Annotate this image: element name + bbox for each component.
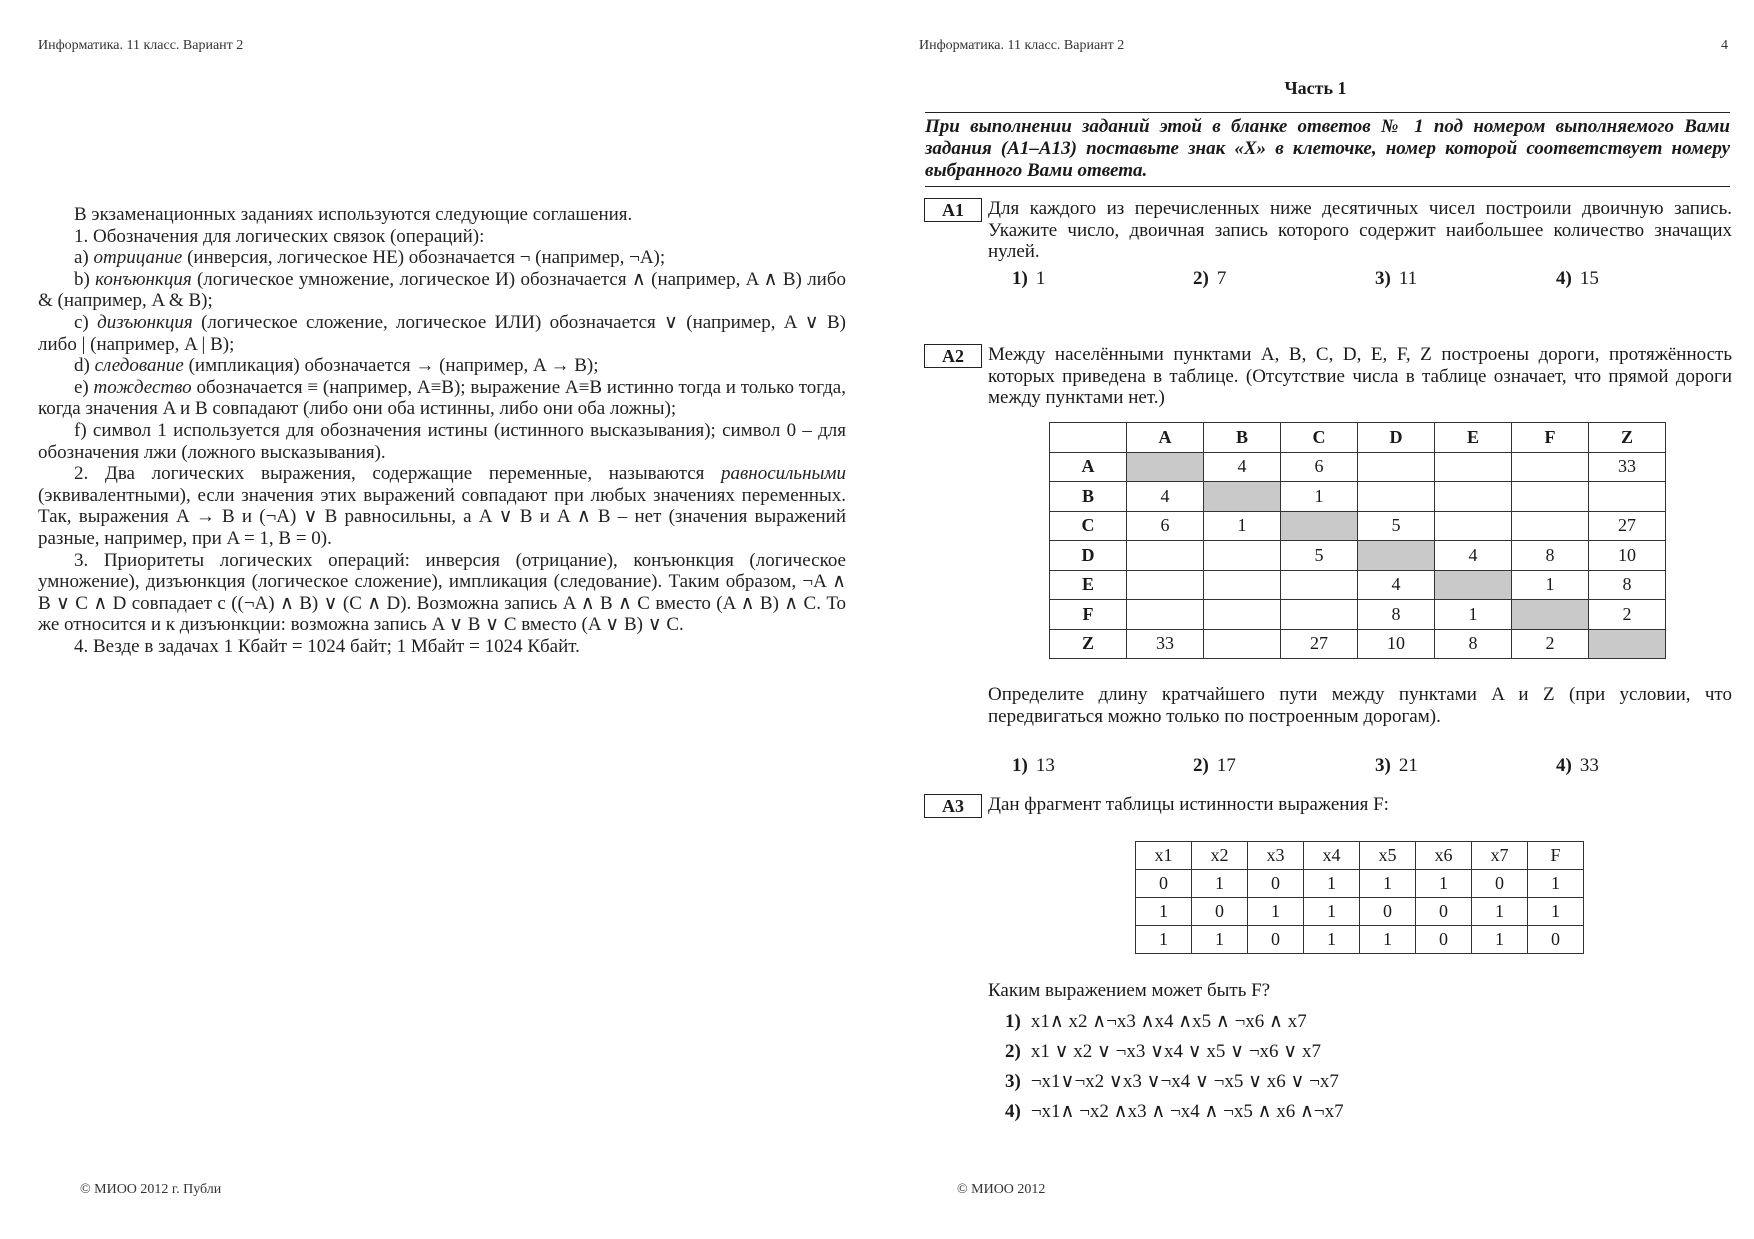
roads-row-header: A [1050,452,1127,482]
roads-cell: 4 [1358,570,1435,600]
roads-cell: 1 [1435,600,1512,630]
truth-cell: 1 [1304,870,1360,898]
roads-cell: 4 [1435,541,1512,571]
roads-row-header: F [1050,600,1127,630]
roads-col-header: C [1281,423,1358,453]
table-row [1050,482,1666,512]
roads-cell [1204,629,1281,659]
truth-col-header: x7 [1472,842,1528,870]
table-row [1050,541,1666,571]
truth-cell: 0 [1528,926,1584,954]
truth-col-header: x4 [1304,842,1360,870]
truth-cell: 0 [1136,870,1192,898]
roads-cell: 10 [1589,541,1666,571]
a2-option-2[interactable]: 2) 17 [1193,755,1236,776]
conventions-item-e: e) тождество обозначается ≡ (например, A≡B); выражение A≡B истинно тогда и только тогда, когда значения A и B совпадают (либо они оба истинны, либо они оба ложны); [38,376,846,420]
a1-option-2[interactable]: 2) 7 [1193,268,1227,289]
roads-cell: 2 [1512,629,1589,659]
roads-cell-diagonal [1512,600,1589,630]
roads-cell: 4 [1204,452,1281,482]
roads-cell: 6 [1281,452,1358,482]
a3-options [1005,1007,1344,1127]
truth-cell: 0 [1416,898,1472,926]
roads-cell [1512,482,1589,512]
roads-cell: 5 [1281,541,1358,571]
roads-cell [1512,511,1589,541]
truth-col-header: x5 [1360,842,1416,870]
left-page-header: Информатика. 11 класс. Вариант 2 [38,38,244,53]
roads-cell [1435,452,1512,482]
truth-col-header: x6 [1416,842,1472,870]
roads-cell [1435,482,1512,512]
question-text-a1: Для каждого из перечисленных ниже десятичных чисел построили двоичную запись. Укажите число, двоичная запись которого содержит наибольшее количество значащих нулей. [988,198,1732,263]
roads-cell [1204,541,1281,571]
roads-cell: 33 [1589,452,1666,482]
roads-cell: 2 [1589,600,1666,630]
truth-cell: 1 [1136,898,1192,926]
conventions-item-4: 4. Везде в задачах 1 Кбайт = 1024 байт; 1 Мбайт = 1024 Кбайт. [74,635,580,657]
conventions-block [38,204,846,657]
truth-cell: 1 [1360,926,1416,954]
conventions-item-c: c) дизъюнкция (логическое сложение, логическое ИЛИ) обозначается ∨ (например, A ∨ B) либо | (например, A | B); [38,311,847,355]
a1-option-1[interactable]: 1) 1 [1012,268,1046,289]
roads-cell: 1 [1281,482,1358,512]
truth-cell: 0 [1248,926,1304,954]
a1-option-3[interactable]: 3) 11 [1375,268,1418,289]
truth-cell: 1 [1248,898,1304,926]
roads-cell: 8 [1589,570,1666,600]
right-page-header: Информатика. 11 класс. Вариант 2 [919,38,1125,53]
truth-cell: 0 [1472,870,1528,898]
truth-cell: 1 [1304,926,1360,954]
roads-cell-diagonal [1358,541,1435,571]
roads-cell: 10 [1358,629,1435,659]
roads-cell [1358,452,1435,482]
right-page-footer: © МИОО 2012 [957,1182,1046,1197]
truth-cell: 1 [1360,870,1416,898]
roads-row-header: Z [1050,629,1127,659]
roads-cell: 33 [1127,629,1204,659]
roads-row-header: D [1050,541,1127,571]
roads-cell: 8 [1435,629,1512,659]
a3-option-4[interactable]: 4) ¬x1∧ ¬x2 ∧x3 ∧ ¬x4 ∧ ¬x5 ∧ x6 ∧¬x7 [1005,1101,1344,1122]
truth-col-header: F [1528,842,1584,870]
roads-header-row [1050,423,1666,453]
truth-col-header: x2 [1192,842,1248,870]
roads-corner-cell [1050,423,1127,453]
question-label-a1: A1 [924,198,982,222]
roads-cell [1512,452,1589,482]
conventions-item-d: d) следование (импликация) обозначается → (например, A → B); [74,355,599,377]
roads-col-header: E [1435,423,1512,453]
question-text-a3: Дан фрагмент таблицы истинности выражения F: [988,794,1389,815]
truth-cell: 1 [1136,926,1192,954]
question-label-a2: A2 [924,344,982,368]
conventions-intro: В экзаменационных заданиях используются следующие соглашения. [74,204,633,225]
truth-cell: 0 [1192,898,1248,926]
roads-cell-diagonal [1589,629,1666,659]
truth-cell: 1 [1528,898,1584,926]
page-number: 4 [1721,38,1728,53]
a2-option-4[interactable]: 4) 33 [1556,755,1599,776]
roads-cell: 27 [1281,629,1358,659]
conventions-item-b: b) конъюнкция (логическое умножение, логическое И) обозначается ∧ (например, A ∧ B) либо & (например, A & B); [38,268,847,312]
roads-cell [1204,600,1281,630]
truth-table [1135,841,1584,954]
truth-cell: 1 [1472,926,1528,954]
instruction-text: При выполнении заданий этой в бланке ответов № 1 под номером выполняемого Вами задания (A1–A13) поставьте знак «X» в клеточке, номер которой соответствует номеру выбранного Вами ответа. [925,112,1730,187]
part-title: Часть 1 [1284,78,1347,98]
roads-cell: 8 [1358,600,1435,630]
roads-cell: 5 [1358,511,1435,541]
roads-col-header: A [1127,423,1204,453]
conventions-item-a: a) отрицание (инверсия, логическое НЕ) обозначается ¬ (например, ¬A); [74,247,666,269]
roads-row-header: B [1050,482,1127,512]
truth-cell: 1 [1416,870,1472,898]
roads-col-header: B [1204,423,1281,453]
conventions-item-3: 3. Приоритеты логических операций: инверсия (отрицание), конъюнкция (логическое умножение), дизъюнкция (логическое сложение), импликация (следование). Таким образом, ¬A ∧ B ∨ C ∧ D совпадает с ((¬A) ∧ B) ∨ (C ∧ D). Возможна запись A ∧ B ∧ C вместо (A ∧ B) ∧ C. То же относится и к дизъюнкции: возможна запись A ∨ B ∨ C вместо (A ∨ B) ∨ C. [38,549,846,636]
roads-cell [1435,511,1512,541]
roads-cell-diagonal [1204,482,1281,512]
roads-cell-diagonal [1435,570,1512,600]
roads-cell: 1 [1204,511,1281,541]
table-row [1050,600,1666,630]
question-label-a3: A3 [924,794,982,818]
roads-cell [1204,570,1281,600]
question-a3-prompt: Каким выражением может быть F? [988,980,1271,1001]
truth-header-row [1136,842,1584,870]
conventions-item-1: 1. Обозначения для логических связок (операций): [74,225,485,247]
roads-cell [1127,570,1204,600]
truth-col-header: x1 [1136,842,1192,870]
table-row [1050,511,1666,541]
truth-cell: 1 [1472,898,1528,926]
table-row [1050,629,1666,659]
roads-cell: 1 [1512,570,1589,600]
a1-option-4[interactable]: 4) 15 [1556,268,1599,289]
left-page-footer: © МИОО 2012 г. Публи [80,1182,222,1197]
a2-option-3[interactable]: 3) 21 [1375,755,1418,776]
a3-option-2[interactable]: 2) x1 ∨ x2 ∨ ¬x3 ∨x4 ∨ x5 ∨ ¬x6 ∨ x7 [1005,1041,1321,1062]
roads-col-header: F [1512,423,1589,453]
truth-cell: 0 [1416,926,1472,954]
roads-cell: 6 [1127,511,1204,541]
roads-table [1049,422,1666,659]
roads-row-header: C [1050,511,1127,541]
question-text-a2: Между населёнными пунктами A, B, C, D, E, F, Z построены дороги, протяжённость которых приведена в таблице. (Отсутствие числа в таблице означает, что прямой дороги между пунктами нет.) [988,344,1732,409]
truth-cell: 1 [1192,926,1248,954]
table-row [1136,926,1584,954]
roads-cell-diagonal [1281,511,1358,541]
roads-cell [1281,570,1358,600]
truth-cell: 1 [1192,870,1248,898]
roads-cell [1127,600,1204,630]
roads-col-header: Z [1589,423,1666,453]
truth-cell: 0 [1360,898,1416,926]
conventions-item-f: f) символ 1 используется для обозначения истины (истинного высказывания); символ 0 – для обозначения лжи (ложного высказывания). [38,419,846,463]
table-row [1136,870,1584,898]
table-row [1050,570,1666,600]
roads-cell: 27 [1589,511,1666,541]
conventions-item-2: 2. Два логических выражения, содержащие переменные, называются равносильными (эквивалентными), если значения этих выражений совпадают при любых значениях переменных. Так, выражения A → B и (¬A) ∨ B равносильны, а A ∨ B и A ∧ B – нет (значения выражений разные, например, при A = 1, B = 0). [38,463,846,549]
table-row [1050,452,1666,482]
roads-cell [1281,600,1358,630]
roads-cell [1589,482,1666,512]
roads-cell [1358,482,1435,512]
a3-option-3[interactable]: 3) ¬x1∨¬x2 ∨x3 ∨¬x4 ∨ ¬x5 ∨ x6 ∨ ¬x7 [1005,1071,1339,1092]
right-page [877,0,1754,1239]
a2-option-1[interactable]: 1) 13 [1012,755,1055,776]
table-row [1136,898,1584,926]
truth-cell: 0 [1248,870,1304,898]
truth-cell: 1 [1528,870,1584,898]
roads-cell-diagonal [1127,452,1204,482]
roads-cell [1127,541,1204,571]
a3-option-1[interactable]: 1) x1∧ x2 ∧¬x3 ∧x4 ∧x5 ∧ ¬x6 ∧ x7 [1005,1011,1307,1032]
question-a2-prompt: Определите длину кратчайшего пути между пунктами A и Z (при условии, что передвигаться можно только по построенным дорогам). [988,684,1732,727]
truth-cell: 1 [1304,898,1360,926]
truth-col-header: x3 [1248,842,1304,870]
roads-cell: 4 [1127,482,1204,512]
roads-col-header: D [1358,423,1435,453]
roads-cell: 8 [1512,541,1589,571]
roads-row-header: E [1050,570,1127,600]
